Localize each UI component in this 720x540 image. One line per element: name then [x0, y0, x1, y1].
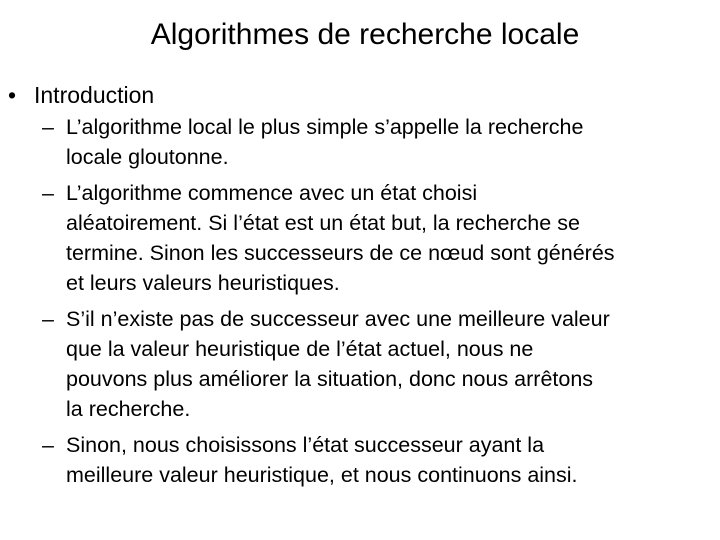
- sub-bullet-line: locale gloutonne.: [66, 145, 229, 169]
- slide-title: Algorithmes de recherche locale: [150, 18, 580, 51]
- sub-bullet-item: [8, 178, 709, 298]
- sub-bullet-line: meilleure valeur heuristique, et nous continuons ainsi.: [66, 463, 578, 487]
- sub-bullet-line: termine. Sinon les successeurs de ce nœud sont générés: [66, 241, 615, 265]
- sub-bullet-line: Sinon, nous choisissons l’état successeur ayant la: [66, 433, 545, 457]
- sub-bullet-line: que la valeur heuristique de l’état actuel, nous ne: [66, 337, 534, 361]
- sub-bullet-line: L’algorithme local le plus simple s’appelle la recherche: [66, 115, 584, 139]
- sub-bullet-line: pouvons plus améliorer la situation, donc nous arrêtons: [66, 367, 594, 391]
- sub-bullet-line: aléatoirement. Si l’état est un état but, la recherche se: [66, 211, 580, 235]
- dash-marker: –: [42, 433, 54, 457]
- sub-bullet-line: et leurs valeurs heuristiques.: [66, 271, 340, 295]
- sub-bullet-item: [8, 112, 709, 172]
- dash-marker: –: [42, 115, 54, 139]
- sub-bullet-line: S’il n’existe pas de successeur avec une meilleure valeur: [66, 307, 610, 331]
- bullet-item: [8, 80, 708, 110]
- dash-marker: –: [42, 307, 54, 331]
- sub-bullet-line: L’algorithme commence avec un état choisi: [66, 181, 478, 205]
- sub-bullet-list: [8, 112, 708, 490]
- bullet-marker: •: [8, 82, 17, 108]
- sub-bullet-item: [8, 304, 709, 424]
- bullet-text: Introduction: [34, 82, 155, 108]
- dash-marker: –: [42, 181, 54, 205]
- sub-bullet-item: [8, 430, 709, 490]
- slide-content: [8, 80, 708, 496]
- sub-bullet-line: la recherche.: [66, 397, 191, 421]
